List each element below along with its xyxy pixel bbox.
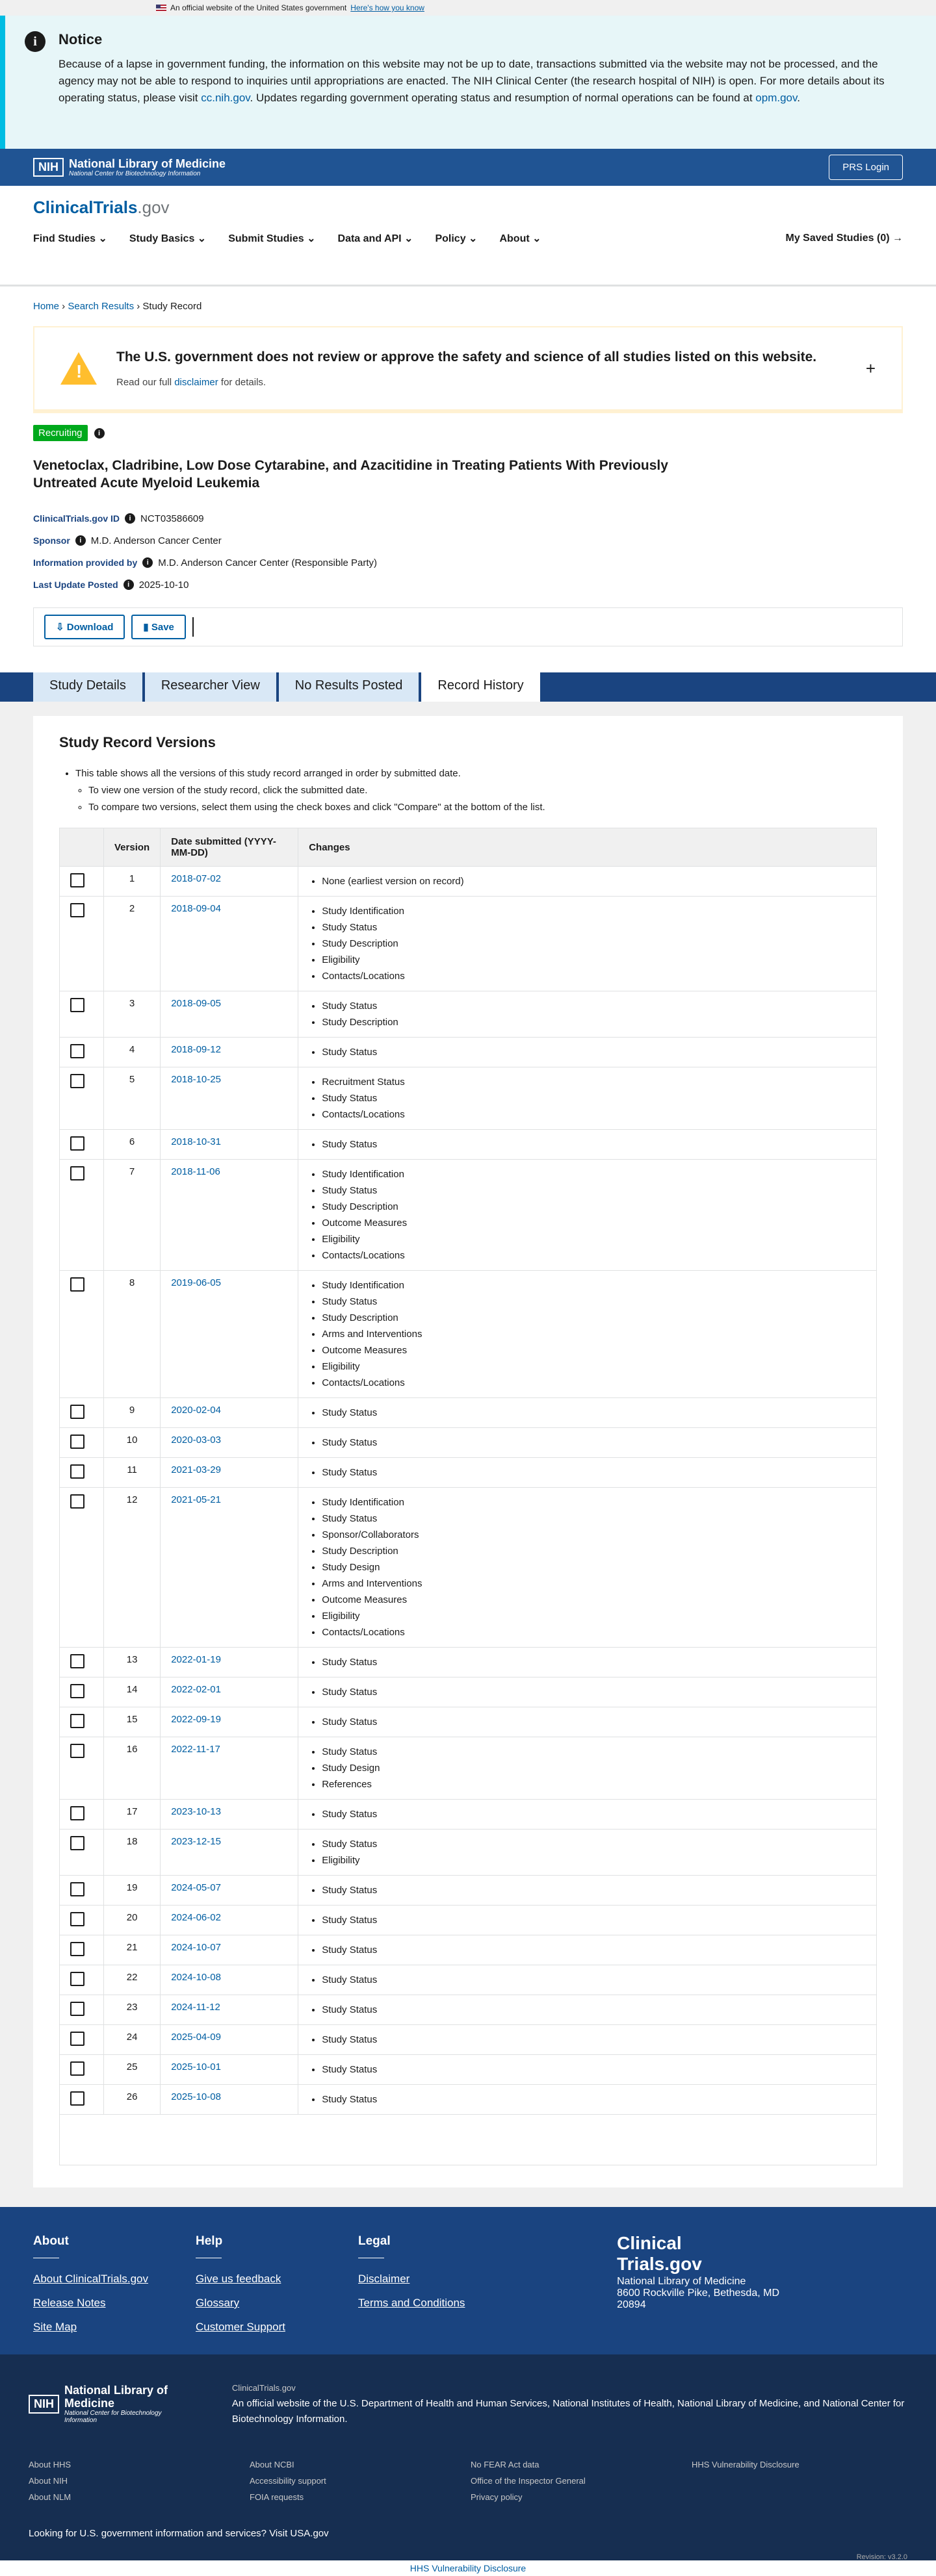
table-footer	[59, 2115, 877, 2165]
version-number: 22	[104, 1965, 161, 1995]
change-item: • Study Status	[322, 1714, 866, 1730]
study-meta: ClinicalTrials.gov ID i NCT03586609 Sponsor i M.D. Anderson Cancer Center Information provided by i M.D. Anderson Cancer Center (Responsible Party) Last Update Posted i 2025-10-10	[33, 513, 378, 591]
version-number: 20	[104, 1906, 161, 1935]
site-footer	[0, 2207, 936, 2354]
change-item: • Eligibility	[322, 952, 866, 968]
compare-checkbox[interactable]	[70, 1882, 84, 1896]
version-date-link[interactable]: 2020-03-03	[171, 1435, 221, 1446]
change-item: • Study Status	[322, 1744, 866, 1760]
nih-logo-mark: NIH	[33, 158, 64, 177]
version-date-link[interactable]: 2018-09-05	[171, 998, 221, 1009]
version-date-link[interactable]: 2024-06-02	[171, 1912, 221, 1923]
tab-results[interactable]: No Results Posted	[279, 672, 419, 702]
col-date: Date submitted (YYYY-MM-DD)	[161, 828, 298, 867]
version-date-link[interactable]: 2018-07-02	[171, 873, 221, 884]
version-number: 10	[104, 1428, 161, 1458]
change-item: • Study Status	[322, 1405, 866, 1421]
version-number: 8	[104, 1271, 161, 1398]
compare-checkbox[interactable]	[70, 1654, 84, 1668]
footer-link[interactable]: Customer Support	[196, 2321, 285, 2333]
change-item: • Contacts/Locations	[322, 1106, 866, 1123]
change-item: • Study Status	[322, 1806, 866, 1822]
table-row	[60, 1830, 877, 1876]
info-icon[interactable]: i	[75, 535, 86, 546]
status-row	[33, 425, 903, 441]
history-intro: • This table shows all the versions of this study record arranged in order by submitted date. ◦ To view one version of the study record, click the submitted date. ◦ To compare two versions, select them using the check boxes and click "Compare" at the bottom of the list.	[75, 765, 877, 816]
table-row	[60, 1906, 877, 1935]
compare-checkbox[interactable]	[70, 1714, 84, 1728]
saved-studies-link[interactable]: My Saved Studies (0) →	[785, 233, 903, 244]
save-button[interactable]: ▮ Save	[131, 615, 185, 639]
footer-legal: Legal Disclaimer Terms and Conditions	[358, 2234, 521, 2354]
change-item: • Contacts/Locations	[322, 1247, 866, 1264]
compare-checkbox[interactable]	[70, 1744, 84, 1758]
table-row	[60, 2055, 877, 2085]
version-number: 16	[104, 1737, 161, 1800]
table-row	[60, 2085, 877, 2115]
change-item: • Study Status	[322, 1882, 866, 1898]
tab-record-history[interactable]: Record History	[421, 672, 540, 702]
version-number: 21	[104, 1935, 161, 1965]
change-item: • Study Status	[322, 1136, 866, 1153]
info-icon[interactable]: i	[124, 580, 134, 590]
how-you-know-link[interactable]: Here's how you know	[350, 3, 424, 12]
footer-link[interactable]: Release Notes	[33, 2297, 106, 2309]
nlm-footer-logo[interactable]: NIH National Library of Medicine National Center for Biotechnology Information	[29, 2380, 193, 2427]
nav-about[interactable]: About ⌄	[499, 233, 541, 244]
compare-checkbox[interactable]	[70, 1136, 84, 1151]
table-row	[60, 897, 877, 991]
nav-data-api[interactable]: Data and API ⌄	[337, 233, 413, 244]
version-number: 24	[104, 2025, 161, 2055]
change-item: • Study Status	[322, 1972, 866, 1988]
site-logo[interactable]: ClinicalTrials.gov	[33, 198, 170, 217]
compare-checkbox[interactable]	[70, 1942, 84, 1956]
compare-checkbox[interactable]	[70, 1435, 84, 1449]
info-icon[interactable]: i	[125, 513, 135, 524]
change-item: • Study Status	[322, 1090, 866, 1106]
version-date-link[interactable]: 2020-02-04	[171, 1405, 221, 1416]
download-button[interactable]: ⇩ Download	[44, 615, 125, 639]
status-badge: Recruiting	[33, 425, 88, 441]
expand-icon[interactable]: +	[865, 358, 876, 378]
version-number: 12	[104, 1488, 161, 1648]
breadcrumb-search[interactable]: Search Results	[68, 301, 135, 312]
version-number: 3	[104, 991, 161, 1038]
change-item: • Contacts/Locations	[322, 1624, 866, 1640]
change-item: • Eligibility	[322, 1852, 866, 1868]
change-item: • Study Status	[322, 1294, 866, 1310]
study-title: Venetoclax, Cladribine, Low Dose Cytarabine, and Azacitidine in Treating Patients With Previously Untreated Acute Myeloid Leukemia	[33, 458, 668, 491]
nav-policy[interactable]: Policy ⌄	[435, 233, 478, 244]
footer-link[interactable]: Site Map	[33, 2321, 77, 2333]
history-section	[0, 702, 936, 2207]
study-tabs	[0, 672, 936, 702]
version-number: 9	[104, 1398, 161, 1428]
change-item: • Outcome Measures	[322, 1592, 866, 1608]
nlm-logo[interactable]	[33, 157, 226, 177]
footer-help: Help Give us feedback Glossary Customer Support	[196, 2234, 358, 2354]
table-row	[60, 1737, 877, 1800]
version-date-link[interactable]: 2025-10-01	[171, 2061, 221, 2072]
table-row	[60, 1130, 877, 1160]
official-text: An official website of the U.S. Department of Health and Human Services, National Institutes of Health, National Library of Medicine, and National Center for Biotechnology Information.	[231, 2398, 905, 2425]
nlm-footer: NIH National Library of Medicine National Center for Biotechnology Information ClinicalTrials.gov An official website of the U.S. Department of Health and Human Services, National Institutes of Health, National Library of Medicine, and National Center for Biotechnology Information. About HHS About NIH About NLM About NCBI Accessibility support FOIA requests No FEAR Act data Office of the Inspector General Privacy policy HHS Vulnerability Disclosure Looking for U.S. government information and services? Visit USA.gov Revision: v3.2.0	[0, 2354, 936, 2560]
table-row	[60, 1965, 877, 1995]
compare-checkbox[interactable]	[70, 873, 84, 887]
table-row	[60, 867, 877, 897]
change-item: • Study Status	[322, 1912, 866, 1928]
change-item: • Study Identification	[322, 903, 866, 919]
change-item: • Study Status	[322, 2032, 866, 2048]
change-item: • Recruitment Status	[322, 1074, 866, 1090]
disclaimer-title: The U.S. government does not review or approve the safety and science of all studies listed on this website.	[116, 349, 817, 364]
compare-checkbox[interactable]	[70, 2091, 84, 2106]
nav-submit-studies[interactable]: Submit Studies ⌄	[228, 233, 316, 244]
study-toolbar	[33, 607, 903, 646]
tab-study-details[interactable]: Study Details	[33, 672, 142, 702]
change-item: • Study Status	[322, 998, 866, 1014]
table-row	[60, 1038, 877, 1067]
notice-title: Notice	[58, 31, 103, 47]
table-row	[60, 991, 877, 1038]
change-item: • Study Status	[322, 919, 866, 936]
last-update: 2025-10-10	[138, 579, 189, 591]
version-number: 2	[104, 897, 161, 991]
breadcrumb: Home › Search Results › Study Record	[33, 301, 202, 312]
version-date-link[interactable]: 2024-05-07	[171, 1882, 221, 1893]
breadcrumb-current: Study Record	[142, 301, 202, 312]
us-flag-icon	[156, 5, 166, 12]
info-provider: M.D. Anderson Cancer Center (Responsible Party)	[158, 557, 378, 568]
footer-link[interactable]: About ClinicalTrials.gov	[33, 2273, 148, 2285]
nlm-header	[0, 149, 936, 186]
version-number: 4	[104, 1038, 161, 1067]
toolbar-divider	[192, 617, 194, 637]
change-item: • Study Status	[322, 1942, 866, 1958]
info-icon[interactable]: i	[142, 557, 153, 568]
change-item: • Study Status	[322, 2002, 866, 2018]
version-date-link[interactable]: 2018-09-04	[171, 903, 221, 914]
compare-checkbox[interactable]	[70, 998, 84, 1012]
compare-checkbox[interactable]	[70, 1806, 84, 1820]
study-id: NCT03586609	[140, 513, 204, 524]
compare-checkbox[interactable]	[70, 2061, 84, 2076]
shutdown-notice	[0, 16, 936, 149]
version-date-link[interactable]: 2022-09-19	[171, 1714, 221, 1725]
change-item: • Outcome Measures	[322, 1342, 866, 1358]
version-date-link[interactable]: 2018-10-31	[171, 1136, 221, 1147]
usa-gov-text: Looking for U.S. government information and services? Visit USA.gov	[29, 2528, 329, 2539]
change-item: • Study Status	[322, 1654, 866, 1670]
version-date-link[interactable]: 2019-06-05	[171, 1277, 221, 1288]
notice-text: Because of a lapse in government funding, the information on this website may not be up to date, transactions submitted via the website may not be processed, and the agency may not be able to respond to inquiries until appropriations are enacted. The NIH Clinical Center (the research hospital of NIH) is open. For more details about its operating status, please visit cc.nih.gov. Updates regarding government operating status and resumption of normal operations can be found at opm.gov.	[58, 58, 885, 104]
nih-logo-mark: NIH	[29, 2395, 59, 2414]
version-number: 14	[104, 1677, 161, 1707]
table-row	[60, 1067, 877, 1130]
change-item: • Study Status	[322, 1182, 866, 1199]
footer-address: Clinical Trials.gov National Library of Medicine 8600 Rockville Pike, Bethesda, MD 20894	[617, 2233, 779, 2310]
change-item: • Contacts/Locations	[322, 1375, 866, 1391]
change-item: • Study Status	[322, 2061, 866, 2078]
change-item: • Study Status	[322, 1511, 866, 1527]
table-row	[60, 1488, 877, 1648]
version-date-link[interactable]: 2018-09-12	[171, 1044, 221, 1055]
main-nav	[33, 232, 903, 245]
compare-checkbox[interactable]	[70, 2032, 84, 2046]
version-number: 11	[104, 1458, 161, 1488]
table-row	[60, 1458, 877, 1488]
nlm-name: National Library of Medicine	[69, 157, 226, 170]
change-item: • Study Status	[322, 1435, 866, 1451]
change-item: • None (earliest version on record)	[322, 873, 866, 889]
table-row	[60, 1428, 877, 1458]
table-row	[60, 1271, 877, 1398]
version-number: 5	[104, 1067, 161, 1130]
compare-checkbox[interactable]	[70, 1494, 84, 1509]
compare-checkbox[interactable]	[70, 1684, 84, 1698]
change-item: • Sponsor/Collaborators	[322, 1527, 866, 1543]
table-row	[60, 1677, 877, 1707]
change-item: • Study Description	[322, 1310, 866, 1326]
change-item: • Study Status	[322, 1044, 866, 1060]
footer-links: About HHS About NIH About NLM About NCBI Accessibility support FOIA requests No FEAR Act data Office of the Inspector General Privacy policy HHS Vulnerability Disclosure	[29, 2460, 800, 2502]
change-item: • Study Description	[322, 1014, 866, 1030]
tab-researcher-view[interactable]: Researcher View	[145, 672, 276, 702]
change-item: • Study Status	[322, 1836, 866, 1852]
version-date-link[interactable]: 2022-11-17	[171, 1744, 220, 1755]
version-date-link[interactable]: 2021-05-21	[171, 1494, 221, 1505]
compare-checkbox[interactable]	[70, 1044, 84, 1058]
opm-link[interactable]: opm.gov	[755, 92, 798, 104]
footer-link[interactable]: Disclaimer	[358, 2273, 410, 2285]
compare-checkbox[interactable]	[70, 1074, 84, 1088]
sponsor: M.D. Anderson Cancer Center	[90, 535, 222, 546]
change-item: • Study Design	[322, 1760, 866, 1776]
version-number: 7	[104, 1160, 161, 1271]
compare-checkbox[interactable]	[70, 903, 84, 917]
version-date-link[interactable]: 2023-12-15	[171, 1836, 221, 1847]
change-item: • Study Identification	[322, 1166, 866, 1182]
version-number: 17	[104, 1800, 161, 1830]
version-date-link[interactable]: 2024-11-12	[171, 2002, 220, 2013]
version-number: 26	[104, 2085, 161, 2115]
change-item: • Outcome Measures	[322, 1215, 866, 1231]
change-item: • Study Identification	[322, 1494, 866, 1511]
table-row	[60, 1876, 877, 1906]
compare-checkbox[interactable]	[70, 1912, 84, 1926]
table-row	[60, 1707, 877, 1737]
change-item: • Eligibility	[322, 1608, 866, 1624]
info-icon[interactable]: i	[94, 428, 105, 439]
change-item: • Study Description	[322, 1543, 866, 1559]
version-date-link[interactable]: 2022-02-01	[171, 1684, 221, 1695]
col-select	[60, 828, 104, 867]
footer-link[interactable]: Glossary	[196, 2297, 240, 2309]
version-date-link[interactable]: 2018-11-06	[171, 1166, 220, 1177]
change-item: • Study Identification	[322, 1277, 866, 1294]
info-icon: i	[25, 31, 46, 52]
disclaimer-text: Read our full disclaimer for details.	[116, 376, 266, 388]
footer-link[interactable]: Give us feedback	[196, 2273, 281, 2285]
versions-table	[59, 828, 877, 2115]
table-row	[60, 1935, 877, 1965]
change-item: • Arms and Interventions	[322, 1575, 866, 1592]
warning-icon	[60, 352, 97, 385]
change-item: • Eligibility	[322, 1231, 866, 1247]
change-item: • Study Status	[322, 1464, 866, 1481]
table-row	[60, 1995, 877, 2025]
col-version: Version	[104, 828, 161, 867]
table-row	[60, 2025, 877, 2055]
prs-login-button[interactable]: PRS Login	[829, 155, 903, 180]
history-card	[33, 716, 903, 2187]
version-number: 15	[104, 1707, 161, 1737]
compare-checkbox[interactable]	[70, 1277, 84, 1292]
gov-banner	[0, 0, 936, 16]
version-number: 6	[104, 1130, 161, 1160]
footer-about: About About ClinicalTrials.gov Release Notes Site Map	[33, 2234, 196, 2354]
bottom-link: HHS Vulnerability Disclosure	[410, 2563, 526, 2573]
version-date-link[interactable]: 2025-10-08	[171, 2091, 221, 2102]
change-item: • Study Design	[322, 1559, 866, 1575]
version-number: 23	[104, 1995, 161, 2025]
table-row	[60, 1398, 877, 1428]
version-date-link[interactable]: 2021-03-29	[171, 1464, 221, 1475]
nav-study-basics[interactable]: Study Basics ⌄	[129, 233, 207, 244]
change-item: • Eligibility	[322, 1358, 866, 1375]
version-date-link[interactable]: 2024-10-07	[171, 1942, 221, 1953]
version-date-link[interactable]: 2022-01-19	[171, 1654, 221, 1665]
usa-gov-link[interactable]: Visit USA.gov	[269, 2528, 329, 2539]
cc-nih-link[interactable]: cc.nih.gov	[201, 92, 250, 104]
version-number: 19	[104, 1876, 161, 1906]
table-row	[60, 1648, 877, 1677]
disclaimer-link[interactable]: disclaimer	[174, 376, 218, 388]
version-date-link[interactable]: 2024-10-08	[171, 1972, 221, 1983]
revision: Revision: v3.2.0	[856, 2553, 907, 2561]
compare-checkbox[interactable]	[70, 1972, 84, 1986]
change-item: • Study Status	[322, 1684, 866, 1700]
table-row	[60, 1160, 877, 1271]
gov-banner-text: An official website of the United States government	[170, 3, 347, 12]
change-item: • Study Status	[322, 2091, 866, 2108]
col-changes: Changes	[298, 828, 877, 867]
version-date-link[interactable]: 2025-04-09	[171, 2032, 221, 2043]
version-number: 18	[104, 1830, 161, 1876]
version-date-link[interactable]: 2023-10-13	[171, 1806, 221, 1817]
compare-checkbox[interactable]	[70, 1166, 84, 1180]
version-number: 13	[104, 1648, 161, 1677]
history-title: Study Record Versions	[59, 734, 216, 750]
version-number: 1	[104, 867, 161, 897]
disclaimer-box	[33, 326, 903, 413]
change-item: • References	[322, 1776, 866, 1792]
change-item: • Contacts/Locations	[322, 968, 866, 984]
footer-link[interactable]: Terms and Conditions	[358, 2297, 465, 2309]
version-number: 25	[104, 2055, 161, 2085]
ncbi-name: National Center for Biotechnology Information	[69, 170, 201, 177]
compare-checkbox[interactable]	[70, 1464, 84, 1479]
change-item: • Study Description	[322, 1199, 866, 1215]
version-date-link[interactable]: 2018-10-25	[171, 1074, 221, 1085]
breadcrumb-home[interactable]: Home	[33, 301, 60, 312]
change-item: • Study Description	[322, 936, 866, 952]
compare-checkbox[interactable]	[70, 1405, 84, 1419]
site-header	[0, 186, 936, 287]
compare-checkbox[interactable]	[70, 2002, 84, 2016]
compare-checkbox[interactable]	[70, 1836, 84, 1850]
nav-find-studies[interactable]: Find Studies ⌄	[33, 233, 107, 244]
change-item: • Arms and Interventions	[322, 1326, 866, 1342]
table-row	[60, 1800, 877, 1830]
